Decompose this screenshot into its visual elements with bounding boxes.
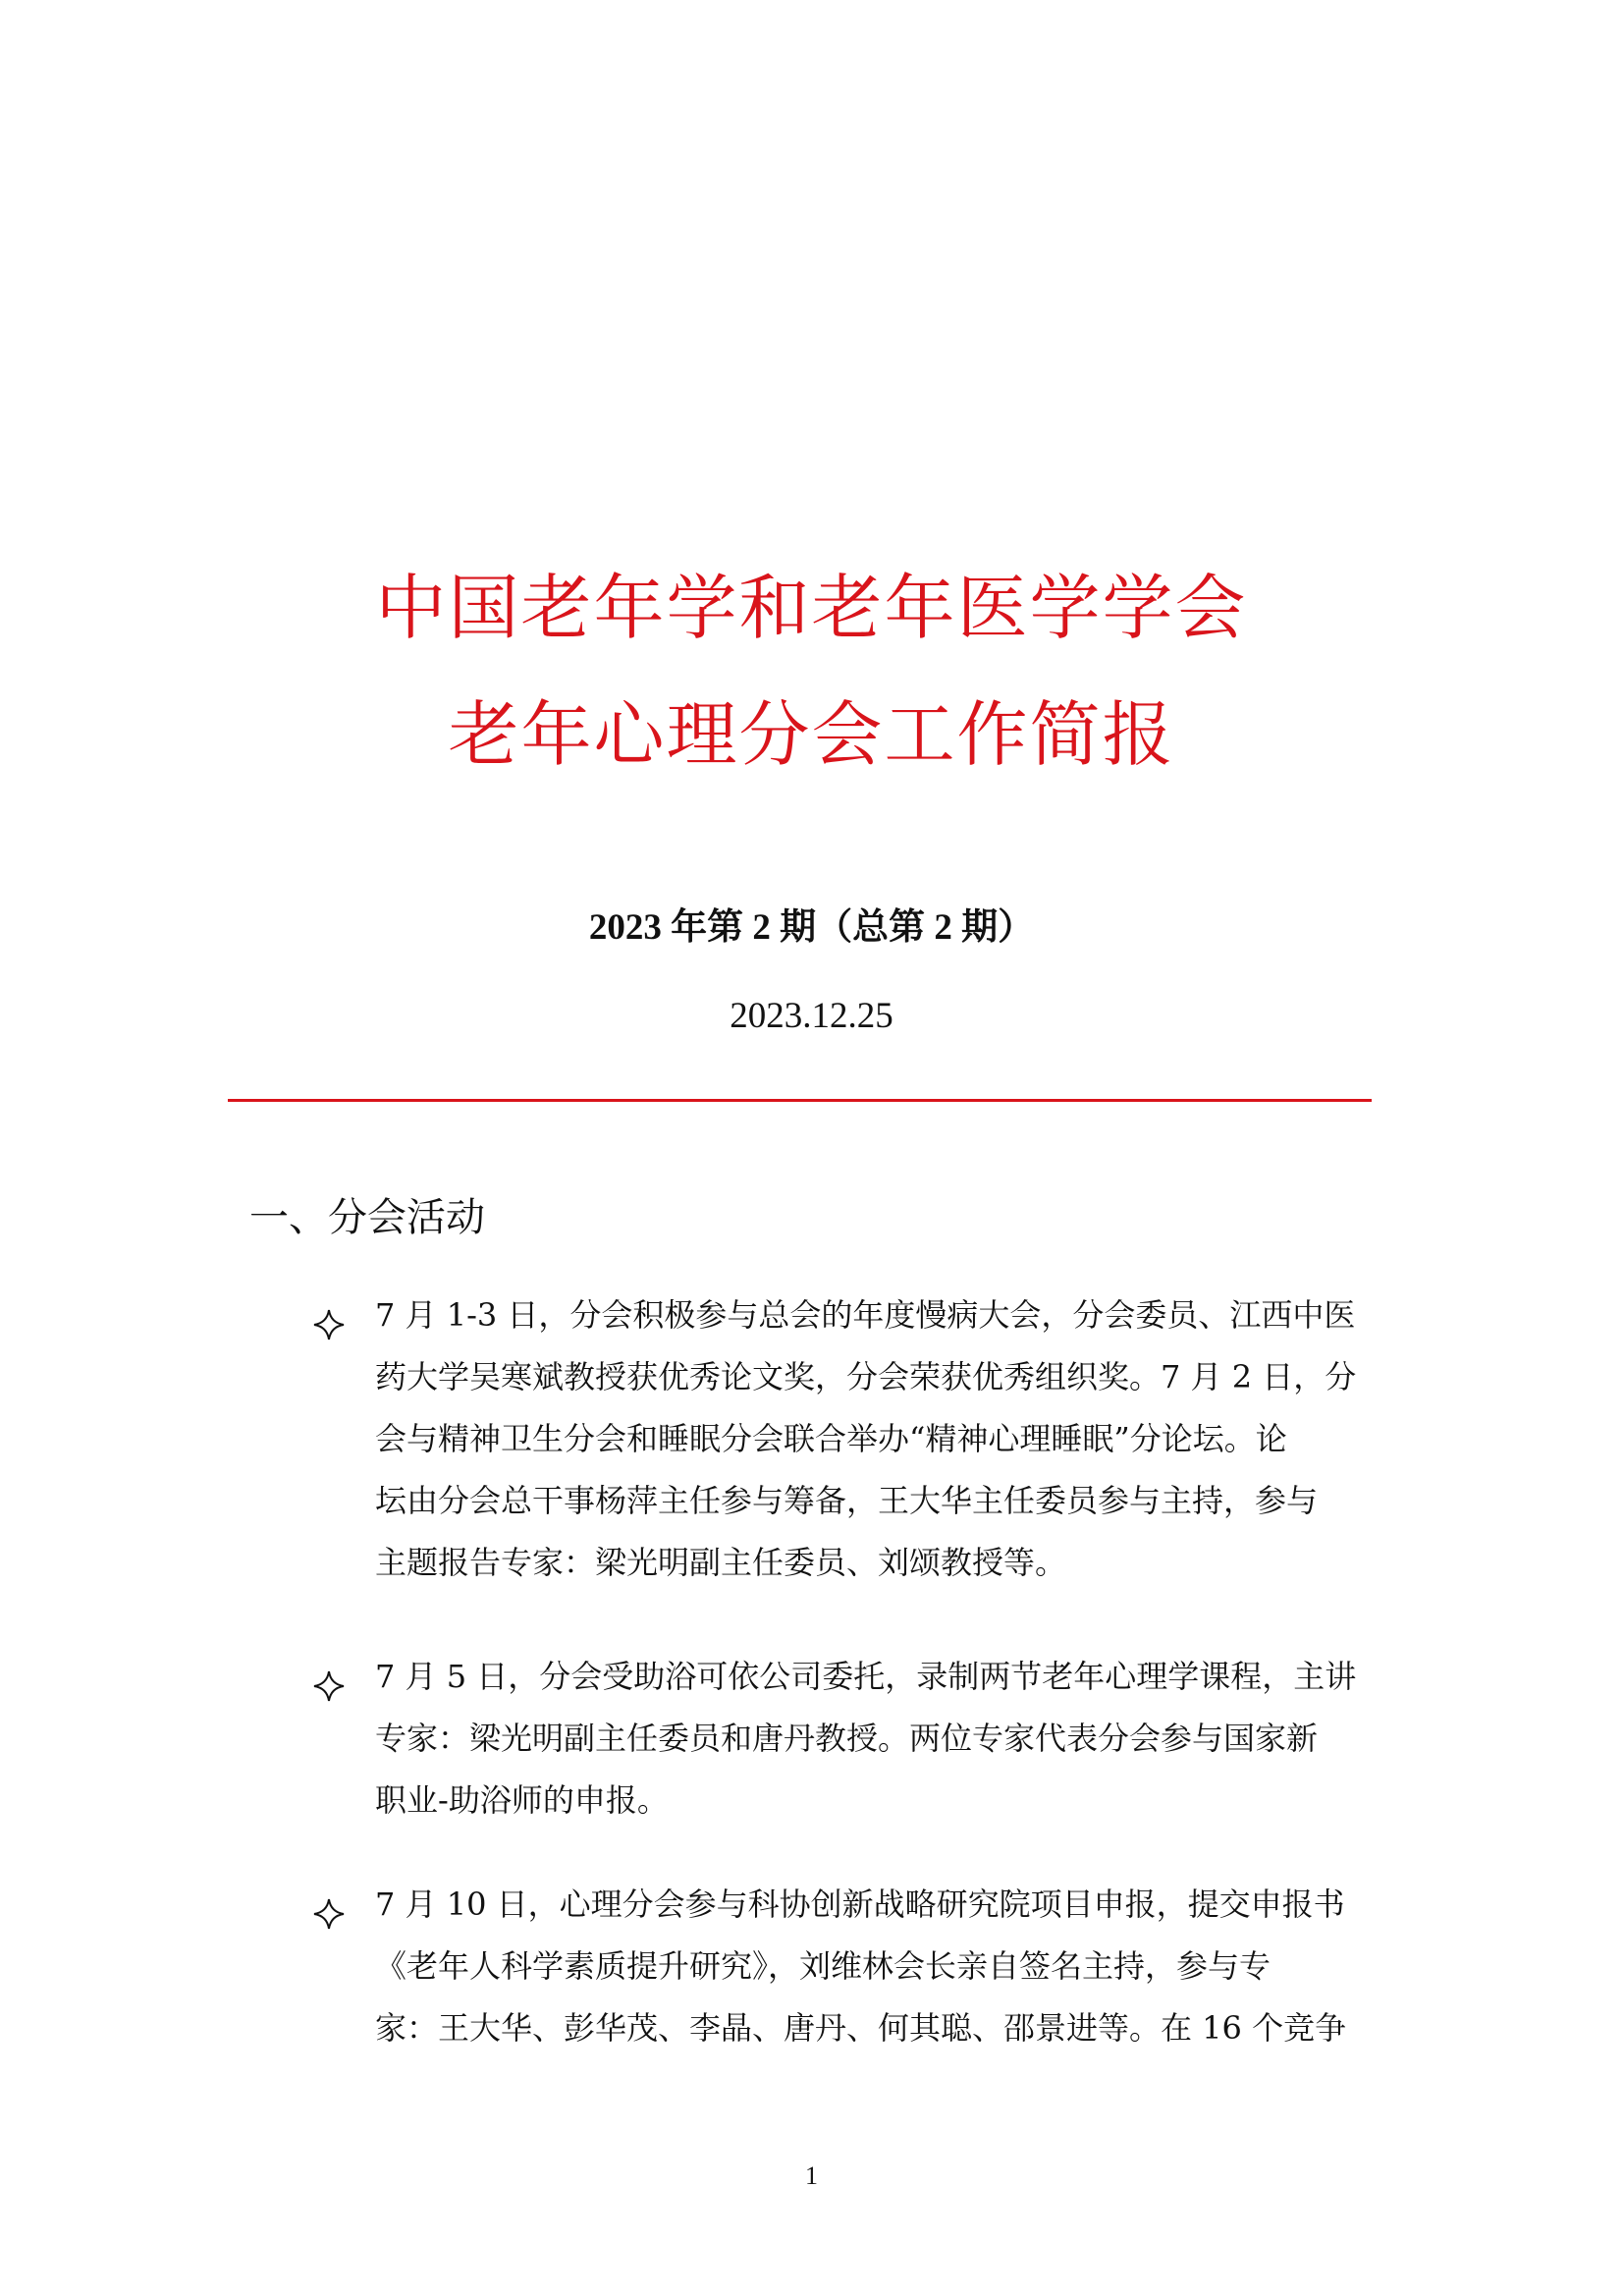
activity-text-line: 坛由分会总干事杨萍主任参与筹备，王大华主任委员参与主持，参与 (375, 1482, 1319, 1519)
issue-date: 2023.12.25 (730, 996, 893, 1036)
four-point-star-outline-icon (312, 1308, 346, 1341)
document-title-line-2: 老年心理分会工作简报 (448, 693, 1175, 776)
header-divider (228, 1099, 1372, 1102)
activity-text-line: 主题报告专家：梁光明副主任委员、刘颂教授等。 (375, 1544, 1067, 1581)
activity-text-line: 7 月 10 日，心理分会参与科协创新战略研究院项目申报，提交申报书 (375, 1886, 1345, 1923)
activity-text-line: 职业-助浴师的申报。 (375, 1781, 669, 1819)
activity-text-line: 药大学吴寒斌教授获优秀论文奖，分会荣获优秀组织奖。7 月 2 日，分 (375, 1358, 1357, 1395)
four-point-star-outline-icon (312, 1897, 346, 1931)
document-title-line-1: 中国老年学和老年医学学会 (375, 567, 1248, 649)
section-heading: 一、分会活动 (249, 1195, 485, 1240)
activity-text-line: 7 月 5 日，分会受助浴可依公司委托，录制两节老年心理学课程，主讲 (375, 1658, 1357, 1695)
four-point-star-outline-icon (312, 1669, 346, 1703)
activity-text-line: 专家：梁光明副主任委员和唐丹教授。两位专家代表分会参与国家新 (375, 1720, 1319, 1757)
activity-text-line: 家：王大华、彭华茂、李晶、唐丹、何其聪、邵景进等。在 16 个竞争 (375, 2009, 1347, 2047)
activity-text-line: 7 月 1-3 日，分会积极参与总会的年度慢病大会，分会委员、江西中医 (375, 1296, 1356, 1334)
activity-text-line: 会与精神卫生分会和睡眠分会联合举办“精神心理睡眠”分论坛。论 (375, 1420, 1287, 1457)
issue-number: 2023 年第 2 期（总第 2 期） (588, 907, 1035, 948)
activity-text-line: 《老年人科学素质提升研究》，刘维林会长亲自签名主持，参与专 (375, 1947, 1271, 1985)
page-number: 1 (805, 2161, 818, 2190)
